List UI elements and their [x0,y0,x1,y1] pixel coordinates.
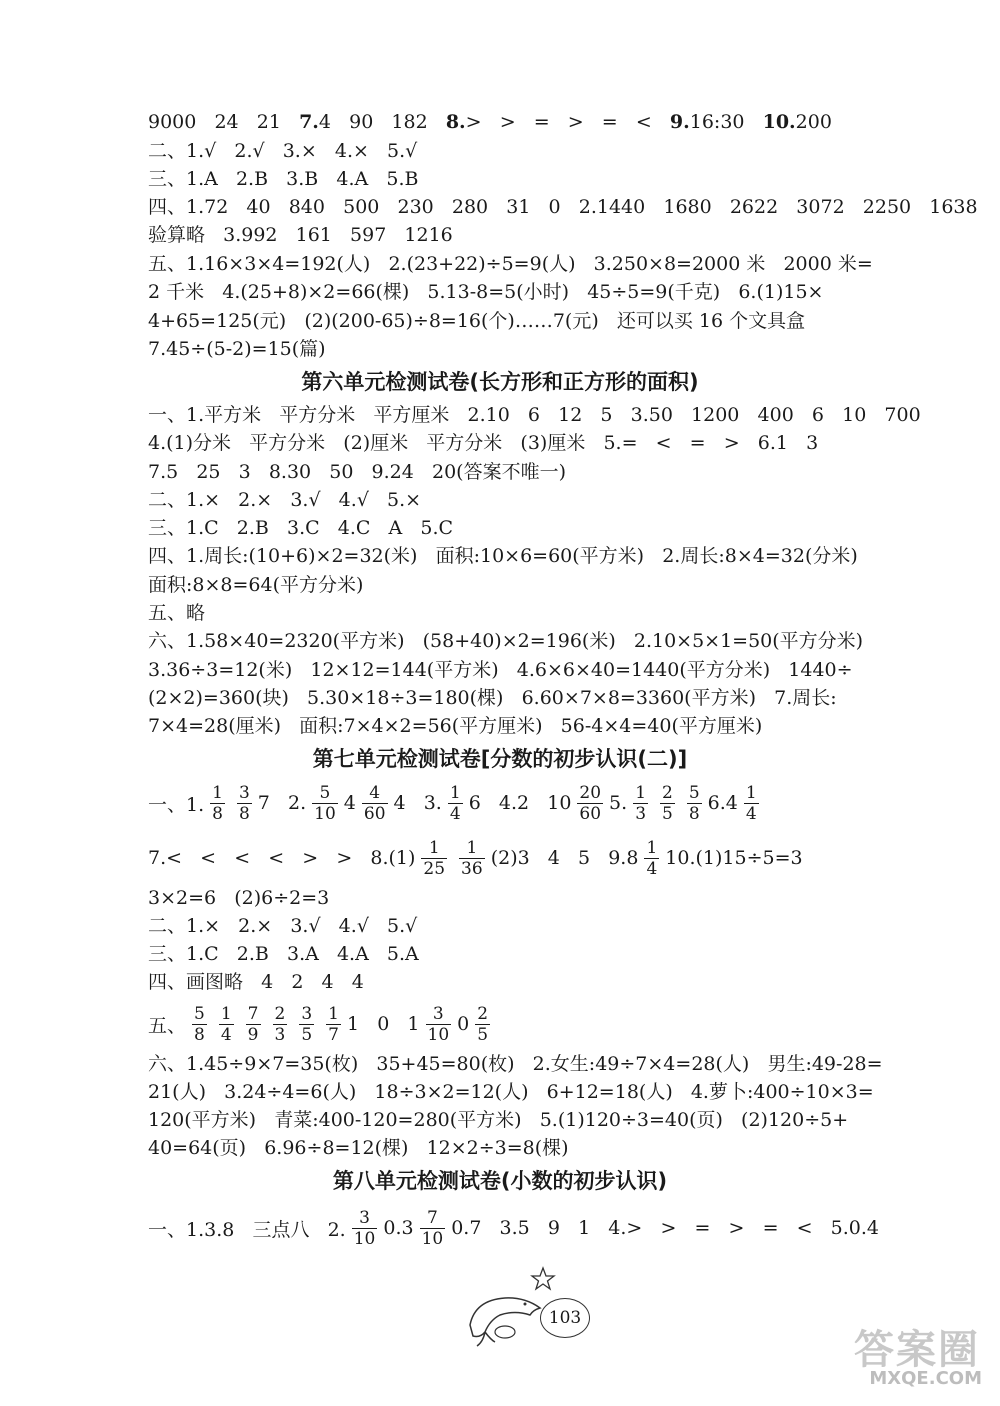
numerator: 7 [420,1208,446,1229]
text: 9. [669,111,690,133]
fraction [426,1004,452,1045]
page-number: 103 [540,1298,590,1338]
text: 5. [609,792,628,814]
fraction [312,783,338,824]
answer-line-fractions [148,775,765,831]
numerator: 3 [301,1003,313,1024]
fraction [633,783,648,824]
answer-line-fractions [148,1200,879,1256]
numerator: 1 [745,782,757,803]
numerator: 1 [459,838,485,859]
answer-line: 4.(1)分米 平方分米 (2)厘米 平方分米 (3)厘米 5.= < = > 6.1 3 [148,432,819,454]
fraction [475,1004,490,1045]
answer-line: 7.5 25 3 8.30 50 9.24 20(答案不唯一) [148,461,566,483]
answer-line: 40=64(页) 6.96÷8=12(棵) 12×2÷3=8(棵) [148,1137,569,1159]
answer-line: 面积:8×8=64(平方分米) [148,574,364,596]
denominator: 7 [328,1024,339,1045]
numerator: 7 [247,1003,259,1024]
denominator: 8 [212,803,223,824]
text: 10.(1)15÷5=3 [665,847,803,869]
numerator: 5 [312,783,338,804]
text: 1 0 1 [346,1013,420,1035]
numerator: 1 [220,1003,232,1024]
answer-line: 21(人) 3.24÷4=6(人) 18÷3×2=12(人) 6+12=18(人) 4.萝卜:400÷10×3= [148,1081,874,1103]
text: 4 90 182 [318,111,446,133]
fraction [210,783,225,824]
denominator: 25 [423,858,446,879]
denominator: 5 [477,1024,489,1045]
fraction [687,783,702,824]
numerator: 3 [426,1004,452,1025]
answer-line: 7×4=28(厘米) 面积:7×4×2=56(平方厘米) 56-4×4=40(平方厘米) [148,715,763,737]
denominator: 10 [314,803,336,824]
text: 五、 [148,1014,187,1037]
denominator: 5 [662,803,673,824]
text: 一、1. [148,793,205,816]
denominator: 4 [745,803,757,824]
fraction [448,783,463,824]
numerator: 2 [477,1003,489,1024]
answer-line: 三、1.A 2.B 3.B 4.A 5.B [148,168,419,190]
fraction [644,838,659,879]
numerator: 5 [688,782,700,803]
watermark: 答案圈 [854,1327,980,1373]
numerator: 1 [646,837,658,858]
numerator: 1 [328,1003,339,1024]
answer-line: (2×2)=360(块) 5.30×18÷3=180(棵) 6.60×7×8=3360(平方米) 7.周长: [148,687,837,709]
answer-line: 3×2=6 (2)6÷2=3 [148,887,330,909]
denominator: 10 [427,1024,450,1045]
denominator: 3 [274,1024,286,1045]
answer-line: 一、1.平方米 平方分米 平方厘米 2.10 6 12 5 3.50 1200 400 6 10 700 [148,404,921,426]
text: 0.3 [383,1217,414,1239]
answer-line: 五、1.16×3×4=192(人) 2.(23+22)÷5=9(人) 3.250×8=2000 米 2000 米= [148,253,873,275]
numerator: 1 [421,838,447,859]
numerator: 4 [362,783,388,804]
fraction [577,783,603,824]
fraction [420,1208,446,1249]
star-icon [530,1266,556,1292]
answer-line: 五、略 [148,602,206,624]
denominator: 8 [238,803,250,824]
denominator: 60 [363,803,386,824]
answer-line-fractions [148,830,803,886]
answer-line: 120(平方米) 青菜:400-120=280(平方米) 5.(1)120÷3=40(页) (2)120÷5+ [148,1109,849,1131]
text: (2)3 4 5 9.8 [490,847,639,869]
numerator: 2 [662,782,673,803]
text: 9000 24 21 [148,111,300,133]
denominator: 8 [688,803,700,824]
answer-line: 7.45÷(5-2)=15(篇) [148,338,326,360]
answer-line: 验算略 3.992 161 597 1216 [148,224,453,246]
numerator: 2 [274,1003,286,1024]
numerator: 1 [449,782,461,803]
answer-line: 3.36÷3=12(米) 12×12=144(平方米) 4.6×6×40=1440(平方分米) 1440÷ [148,659,853,681]
numerator: 20 [579,782,602,803]
text: 200 [795,111,832,133]
fraction [744,783,759,824]
numerator: 3 [352,1208,378,1229]
answer-line-fractions [148,996,496,1052]
text: 0.7 3.5 9 1 4.> > = > = < 5.0.4 [451,1217,880,1239]
denominator: 9 [247,1024,259,1045]
answer-line: 二、1.√ 2.√ 3.× 4.× 5.√ [148,140,418,162]
answer-line: 四、1.周长:(10+6)×2=32(米) 面积:10×6=60(平方米) 2.周长:8×4=32(分米) [148,545,858,567]
fraction [421,838,447,879]
numerator: 3 [238,782,250,803]
answer-line: 4+65=125(元) (2)(200-65)÷8=16(个)……7(元) 还可以买 16 个文具盒 [148,310,806,332]
text: 6.4 [707,792,738,814]
text: 7 2. [257,792,307,814]
answer-line: 二、1.× 2.× 3.√ 4.√ 5.× [148,489,422,511]
fraction [299,1004,314,1045]
fraction [326,1004,341,1045]
denominator: 10 [421,1228,444,1249]
text: 7. [299,111,319,133]
fraction [237,783,252,824]
text: 10. [762,111,796,133]
watermark-url: MXQE.COM [869,1368,982,1389]
text: > > = > = < [465,111,670,133]
numerator: 1 [212,782,223,803]
section-title: 第八单元检测试卷(小数的初步认识) [332,1169,668,1193]
denominator: 3 [635,803,647,824]
answer-line: 三、1.C 2.B 3.C 4.C A 5.C [148,517,454,539]
answer-line: 三、1.C 2.B 3.A 4.A 5.A [148,943,419,965]
text: 16:30 [689,111,763,133]
fraction [459,838,485,879]
answer-line: 二、1.× 2.× 3.√ 4.√ 5.√ [148,915,418,937]
denominator: 4 [220,1024,232,1045]
text: 一、1.3.8 三点八 2. [148,1218,346,1241]
fraction [362,783,388,824]
denominator: 60 [579,803,602,824]
fraction [246,1004,261,1045]
denominator: 5 [301,1024,313,1045]
answer-line: 六、1.58×40=2320(平方米) (58+40)×2=196(米) 2.10×5×1=50(平方分米) [148,630,864,652]
denominator: 4 [449,803,461,824]
text: 0 [457,1013,470,1035]
denominator: 10 [353,1228,376,1249]
answer-line: 2 千米 4.(25+8)×2=66(棵) 5.13-8=5(小时) 45÷5=9(千克) 6.(1)15× [148,281,824,303]
text: 8. [445,111,466,133]
denominator: 8 [194,1024,205,1045]
fraction [660,783,675,824]
section-title: 第七单元检测试卷[分数的初步认识(二)] [312,747,688,771]
fraction [219,1004,234,1045]
answer-line: 六、1.45÷9×7=35(枚) 35+45=80(枚) 2.女生:49÷7×4=28(人) 男生:49-28= [148,1053,883,1075]
answer-line [148,108,832,136]
fraction [192,1004,207,1045]
fraction [273,1004,288,1045]
answer-line: 四、画图略 4 2 4 4 [148,971,364,993]
text: 4 [343,792,356,814]
text: 7.< < < < > > 8.(1) [148,847,416,869]
numerator: 5 [194,1003,205,1024]
denominator: 36 [461,858,483,879]
fraction [352,1208,378,1249]
numerator: 1 [635,782,647,803]
answer-line: 四、1.72 40 840 500 230 280 31 0 2.1440 1680 2622 3072 2250 1638 [148,196,978,218]
denominator: 4 [646,858,658,879]
section-title: 第六单元检测试卷(长方形和正方形的面积) [301,370,699,394]
text: 6 4.2 10 [468,792,572,814]
text: 4 3. [393,792,442,814]
